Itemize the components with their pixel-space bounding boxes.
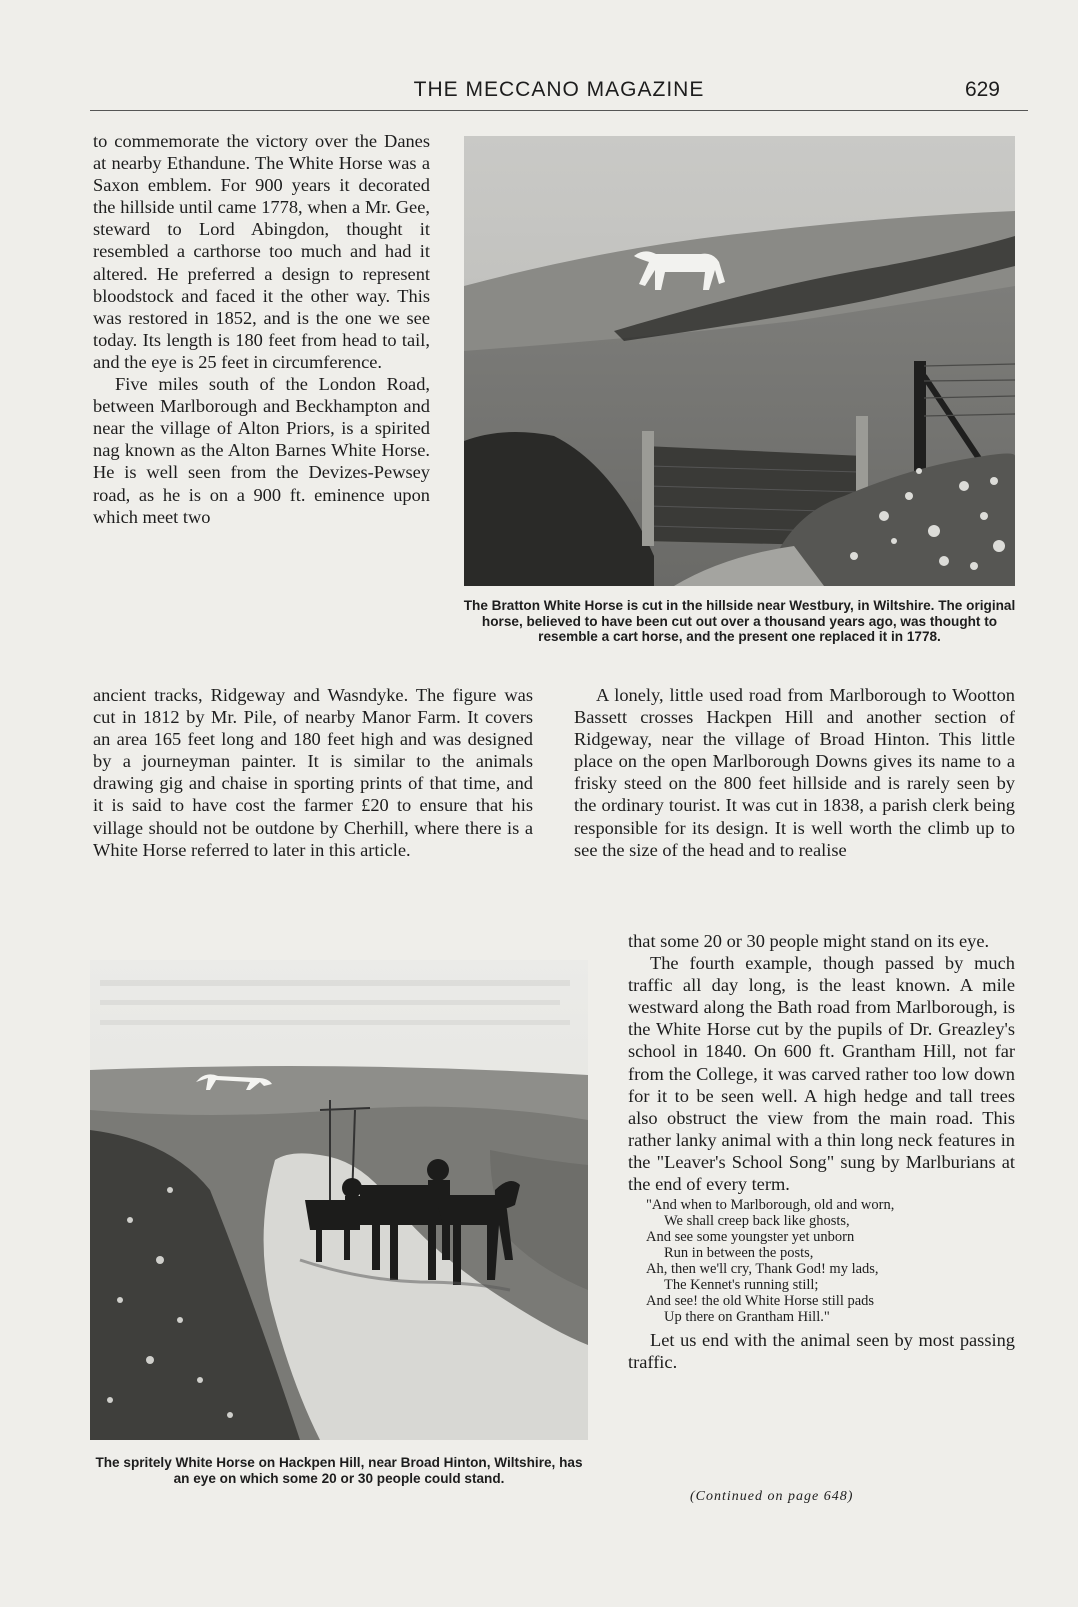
- article-paragraph: ancient tracks, Ridgeway and Wasndyke. The figure was cut in 1812 by Mr. Pile, of nearby Manor Farm. It covers an area 165 feet long and 180 feet high and was designed by a journeyman painter. It is similar to the animals drawing gig and chaise in sporting prints of that time, and it is said to have cost the farmer £20 to ensure that his village should not be outdone by Cherhill, where there is a White Horse referred to later in this article.: [93, 685, 533, 860]
- article-paragraph: Five miles south of the London Road, between Marlborough and Beckhampton and near the village of Alton Priors, is a spirited nag known as the Alton Barnes White Horse. He is well seen from the Devizes-Pewsey road, as he is on a 900 ft. eminence upon which meet two: [93, 374, 430, 527]
- verse-line: Run in between the posts,: [664, 1245, 814, 1262]
- verse-line: Ah, then we'll cry, Thank God! my lads,: [646, 1261, 879, 1278]
- running-header: [90, 74, 1028, 111]
- article-paragraph: A lonely, little used road from Marlborough to Wootton Bassett crosses Hackpen Hill and another section of Ridgeway, near the village of Broad Hinton. This little place on the open Marlborough Downs gives its name to a frisky steed on the 800 feet hillside and is rarely seen by the ordinary tourist. It was cut in 1838, a parish clerk being responsible for its design. It is well worth the climb up to see the size of the head and to realise: [574, 685, 1015, 860]
- article-paragraph: to commemorate the victory over the Danes at nearby Ethandune. The White Horse was a Saxon emblem. For 900 years it decorated the hillside until came 1778, when a Mr. Gee, steward to Lord Abingdon, thought it resembled a carthorse too much and had it altered. He preferred a design to represent bloodstock and faced it the other way. This was restored in 1852, and is the one we see today. Its length is 180 feet from head to tail, and the eye is 25 feet in circumference.: [93, 131, 430, 372]
- hackpen-photo-caption: The spritely White Horse on Hackpen Hill, near Broad Hinton, Wiltshire, has an eye on which some 20 or 30 people could stand.: [95, 1455, 583, 1486]
- article-paragraph: that some 20 or 30 people might stand on its eye.: [628, 931, 990, 951]
- left-column-upper: [93, 130, 430, 528]
- verse-line: Up there on Grantham Hill.": [664, 1309, 830, 1326]
- verse-line: And see some youngster yet unborn: [646, 1229, 855, 1246]
- verse-line: The Kennet's running still;: [664, 1277, 819, 1294]
- article-paragraph: The fourth example, though passed by much traffic all day long, is the least known. A mile westward along the Bath road from Marlborough, is the White Horse cut by the pupils of Dr. Greazley's school in 1840. On 600 ft. Grantham Hill, not far from the College, it was carved rather too low down for it to be seen well. A high hedge and tall trees also obstruct the view from the main road. This rather lanky animal with a thin long neck features in the "Leaver's School Song" sung by Marlburians at the end of every term.: [628, 953, 1015, 1195]
- page-number: 629: [964, 78, 1000, 101]
- school-song-verse: [646, 1197, 1015, 1325]
- bratton-white-horse-photo: [464, 136, 1015, 586]
- closing-paragraph: Let us end with the animal seen by most passing traffic.: [628, 1330, 1015, 1373]
- bratton-photo-caption: The Bratton White Horse is cut in the hillside near Westbury, in Wiltshire. The original horse, believed to have been cut out over a thousand years ago, was thought to resemble a cart horse, and the present one replaced it in 1778.: [463, 598, 1016, 644]
- left-column-lower: [93, 684, 533, 861]
- verse-line: And see! the old White Horse still pads: [646, 1293, 875, 1310]
- continued-notice: (Continued on page 648): [690, 1489, 854, 1504]
- right-column-upper: [574, 684, 1015, 861]
- verse-line: "And when to Marlborough, old and worn,: [646, 1197, 895, 1214]
- hackpen-white-horse-photo: [90, 960, 588, 1440]
- magazine-title: THE MECCANO MAGAZINE: [413, 78, 705, 101]
- right-column-lower: [628, 930, 1015, 1373]
- verse-line: We shall creep back like ghosts,: [664, 1213, 850, 1230]
